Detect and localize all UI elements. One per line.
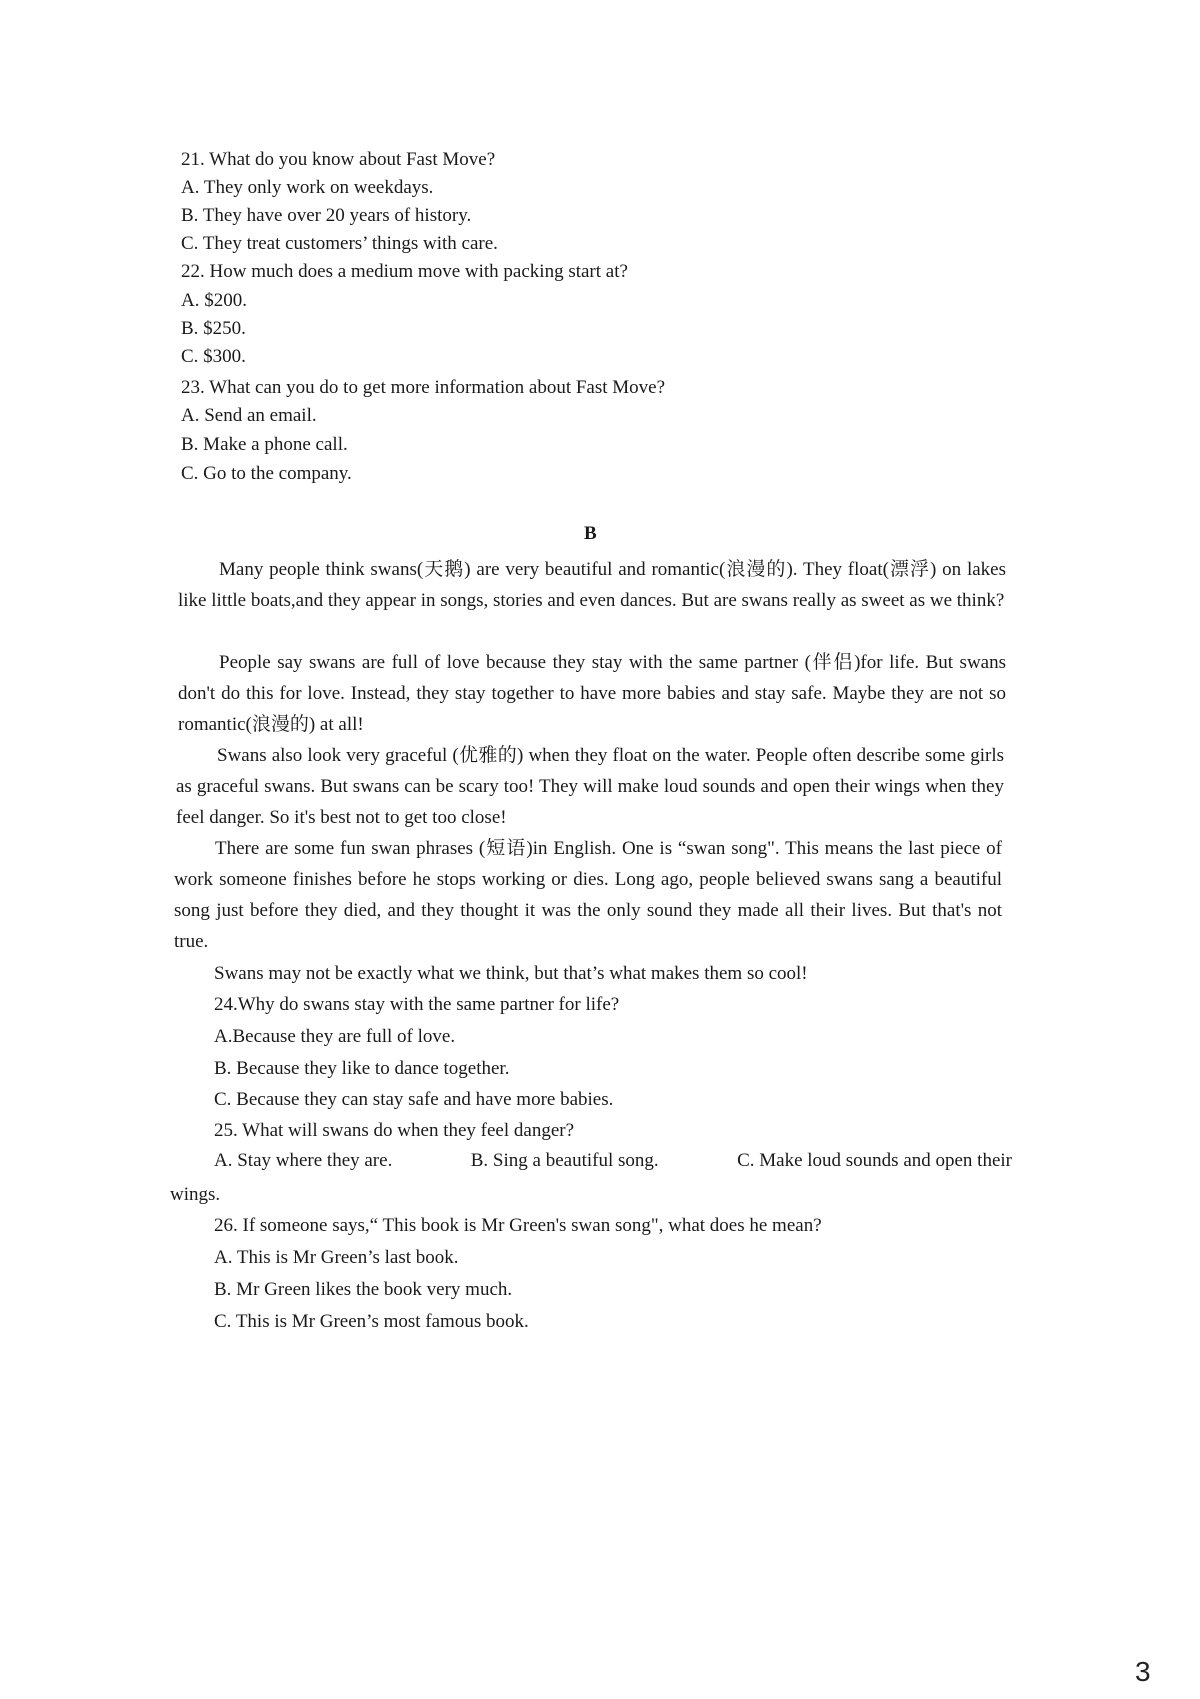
question-22-option-c: C. $300. bbox=[181, 346, 246, 367]
question-21: 21. What do you know about Fast Move? bbox=[181, 149, 496, 170]
question-22-option-b: B. $250. bbox=[181, 318, 246, 339]
question-25-option-b: B. Sing a beautiful song. bbox=[470, 1150, 659, 1171]
passage-paragraph-2: People say swans are full of love because they stay with the same partner (伴侣)for life. But swans don't do this for love. Instead, they stay together to have more babies and stay safe. Maybe they are not so romantic(浪漫的) at all! bbox=[178, 652, 1006, 735]
passage-paragraph-1: Many people think swans(天鹅) are very beautiful and romantic(浪漫的). They float(漂浮) on lakes like little boats,and they appear in songs, stories and even dances. But are swans really as sweet as we think? bbox=[178, 559, 1006, 611]
question-21-option-a: A. They only work on weekdays. bbox=[181, 177, 434, 198]
question-22: 22. How much does a medium move with packing start at? bbox=[181, 261, 628, 282]
question-26-option-a: A. This is Mr Green’s last book. bbox=[214, 1247, 459, 1268]
question-23: 23. What can you do to get more information about Fast Move? bbox=[181, 377, 666, 398]
question-22-option-a: A. $200. bbox=[181, 290, 247, 311]
question-21-option-b: B. They have over 20 years of history. bbox=[181, 205, 472, 226]
passage-paragraph-5: Swans may not be exactly what we think, but that’s what makes them so cool! bbox=[214, 963, 808, 984]
question-25-option-c-continued: wings. bbox=[170, 1184, 221, 1205]
question-25: 25. What will swans do when they feel danger? bbox=[214, 1120, 575, 1141]
question-26: 26. If someone says,“ This book is Mr Green's swan song", what does he mean? bbox=[214, 1215, 822, 1236]
passage-paragraph-4: There are some fun swan phrases (短语)in English. One is “swan song". This means the last piece of work someone finishes before he stops working or dies. Long ago, people believed swans sang a beautiful song just before they died, and they thought it was the only sound they made all their lives. But that's not true. bbox=[174, 838, 1002, 952]
question-23-option-a: A. Send an email. bbox=[181, 405, 317, 426]
question-21-option-c: C. They treat customers’ things with care. bbox=[181, 233, 498, 254]
question-24-option-b: B. Because they like to dance together. bbox=[214, 1058, 510, 1079]
question-25-options bbox=[214, 1149, 1012, 1173]
page-number: 3 bbox=[1135, 1656, 1151, 1687]
section-b-title: B bbox=[584, 523, 597, 544]
question-23-option-b: B. Make a phone call. bbox=[181, 434, 348, 455]
passage-paragraph-3: Swans also look very graceful (优雅的) when they float on the water. People often describe some girls as graceful swans. But swans can be scary too! They will make loud sounds and open their wings when they feel danger. So it's best not to get too close! bbox=[176, 745, 1004, 828]
question-25-option-c: C. Make loud sounds and open their bbox=[737, 1150, 1012, 1171]
question-26-option-c: C. This is Mr Green’s most famous book. bbox=[214, 1311, 529, 1332]
question-26-option-b: B. Mr Green likes the book very much. bbox=[214, 1279, 513, 1300]
question-25-option-a: A. Stay where they are. bbox=[214, 1150, 393, 1171]
question-23-option-c: C. Go to the company. bbox=[181, 463, 352, 484]
question-24-option-c: C. Because they can stay safe and have more babies. bbox=[214, 1089, 614, 1110]
question-24-option-a: A.Because they are full of love. bbox=[214, 1026, 456, 1047]
question-24: 24.Why do swans stay with the same partner for life? bbox=[214, 994, 620, 1015]
